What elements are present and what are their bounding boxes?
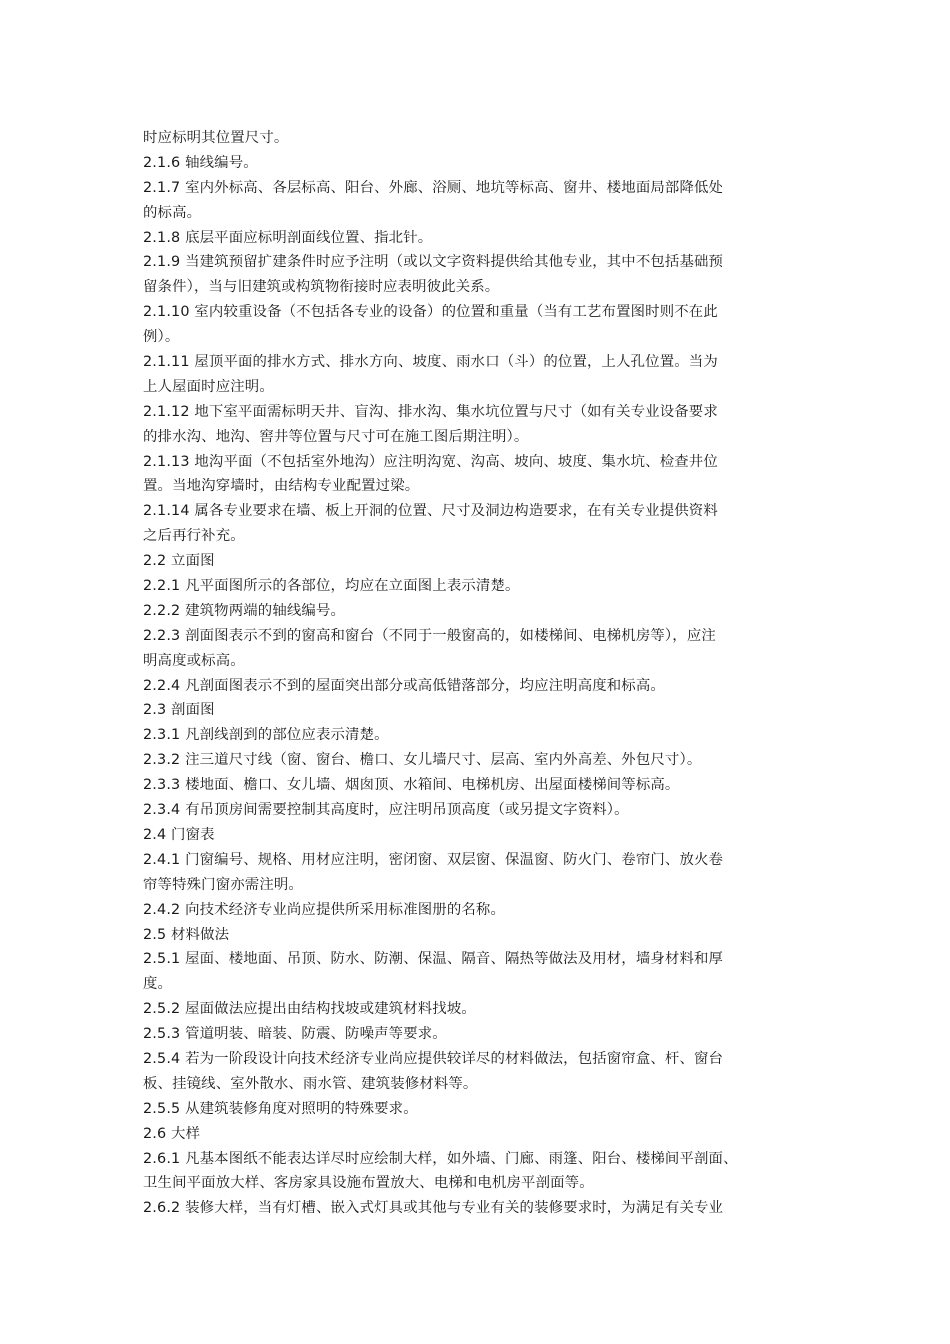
text-line: 2.3.1 凡剖线剖到的部位应表示清楚。 [143, 727, 389, 744]
text-line: 的标高。 [143, 204, 202, 221]
text-line: 2.1.13 地沟平面（不包括室外地沟）应注明沟宽、沟高、坡向、坡度、集水坑、检查井位 [143, 453, 718, 470]
document-body [143, 126, 811, 1221]
text-line: 2.1.9 当建筑预留扩建条件时应予注明（或以文字资料提供给其他专业，其中不包括基础预 [143, 254, 724, 271]
text-line: 度。 [143, 976, 173, 993]
text-line: 2.6.1 凡基本图纸不能表达详尽时应绘制大样，如外墙、门廊、雨篷、阳台、楼梯间平剖面、 [143, 1150, 738, 1167]
text-line: 的排水沟、地沟、窖井等位置与尺寸可在施工图后期注明）。 [143, 428, 529, 445]
text-line: 2.5.1 屋面、楼地面、吊顶、防水、防潮、保温、隔音、隔热等做法及用材，墙身材料和厚 [143, 951, 724, 968]
text-line: 2.2.2 建筑物两端的轴线编号。 [143, 602, 346, 619]
text-line: 2.5.3 管道明装、暗装、防震、防噪声等要求。 [143, 1026, 447, 1043]
text-line: 2.2.1 凡平面图所示的各部位，均应在立面图上表示清楚。 [143, 578, 520, 595]
text-line: 明高度或标高。 [143, 652, 245, 669]
text-line: 帘等特殊门窗亦需注明。 [143, 876, 303, 893]
text-line: 2.4.2 向技术经济专业尚应提供所采用标准图册的名称。 [143, 901, 505, 918]
text-line: 2.6.2 装修大样，当有灯槽、嵌入式灯具或其他与专业有关的装修要求时，为满足有关专业 [143, 1200, 724, 1217]
text-line: 2.3.2 注三道尺寸线（窗、窗台、檐口、女儿墙尺寸、层高、室内外高差、外包尺寸）。 [143, 752, 702, 769]
text-line: 2.1.8 底层平面应标明剖面线位置、指北针。 [143, 229, 433, 246]
text-line: 2.3.4 有吊顶房间需要控制其高度时，应注明吊顶高度（或另提文字资料）。 [143, 802, 629, 819]
text-line: 2.3 剖面图 [143, 702, 215, 719]
text-line: 2.1.11 屋顶平面的排水方式、排水方向、坡度、雨水口（斗）的位置，上人孔位置。当为 [143, 354, 718, 371]
text-line: 2.5.2 屋面做法应提出由结构找坡或建筑材料找坡。 [143, 1001, 476, 1018]
text-line: 2.2.4 凡剖面图表示不到的屋面突出部分或高低错落部分，均应注明高度和标高。 [143, 677, 665, 694]
text-line: 2.1.12 地下室平面需标明天井、盲沟、排水沟、集水坑位置与尺寸（如有关专业设备要求 [143, 403, 718, 420]
text-line: 2.5.5 从建筑装修角度对照明的特殊要求。 [143, 1100, 418, 1117]
text-line: 2.1.7 室内外标高、各层标高、阳台、外廊、浴厕、地坑等标高、窗井、楼地面局部降低处 [143, 179, 724, 196]
text-line: 留条件），当与旧建筑或构筑物衔接时应表明彼此关系。 [143, 279, 500, 296]
text-line: 2.2 立面图 [143, 553, 215, 570]
text-line: 2.2.3 剖面图表示不到的窗高和窗台（不同于一般窗高的，如楼梯间、电梯机房等），应注 [143, 627, 716, 644]
text-line: 2.3.3 楼地面、檐口、女儿墙、烟囱顶、水箱间、电梯机房、出屋面楼梯间等标高。 [143, 777, 680, 794]
text-line: 板、挂镜线、室外散水、雨水管、建筑装修材料等。 [143, 1075, 478, 1092]
text-line: 2.5 材料做法 [143, 926, 230, 943]
text-line: 2.1.6 轴线编号。 [143, 154, 258, 171]
text-line: 2.4 门窗表 [143, 826, 215, 843]
text-line: 置。当地沟穿墙时，由结构专业配置过梁。 [143, 478, 420, 495]
text-line: 2.1.14 属各专业要求在墙、板上开洞的位置、尺寸及洞边构造要求，在有关专业提供资料 [143, 503, 718, 520]
text-line: 时应标明其位置尺寸。 [143, 130, 289, 146]
text-line: 2.5.4 若为一阶段设计向技术经济专业尚应提供较详尽的材料做法，包括窗帘盒、杆、窗台 [143, 1050, 724, 1067]
text-line: 上人屋面时应注明。 [143, 378, 274, 395]
text-line: 卫生间平面放大样、客房家具设施布置放大、电梯和电机房平剖面等。 [143, 1175, 594, 1192]
text-line: 2.1.10 室内较重设备（不包括各专业的设备）的位置和重量（当有工艺布置图时则不在此 [143, 304, 718, 321]
text-line: 2.6 大样 [143, 1125, 201, 1142]
text-line: 2.4.1 门窗编号、规格、用材应注明，密闭窗、双层窗、保温窗、防火门、卷帘门、放火卷 [143, 851, 724, 868]
text-line: 之后再行补充。 [143, 528, 245, 545]
text-line: 例）。 [143, 329, 180, 346]
